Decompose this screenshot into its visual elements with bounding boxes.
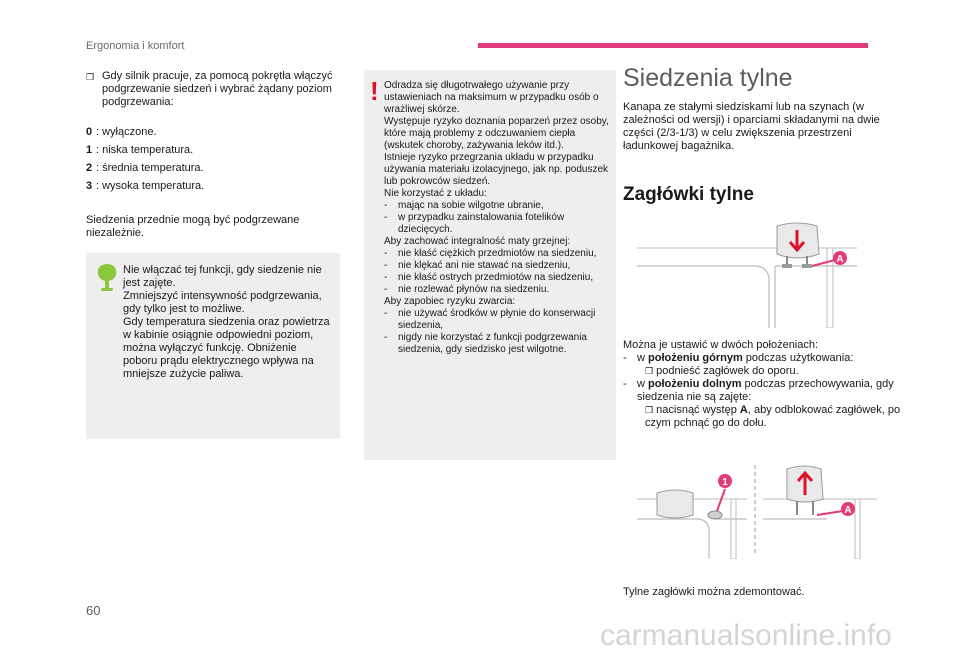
header-accent-bar — [478, 43, 868, 48]
level-item: 1 : niska temperatura. — [86, 144, 194, 156]
removable-headrests-note: Tylne zagłówki można zdemontować. — [623, 586, 805, 598]
list-item: - nie kłaść ostrych przedmiotów na siedzeniu, — [384, 272, 594, 283]
headrest-positions-text: Można je ustawić w dwóch położeniach: - w położeniu górnym podczas użytkowania: ❒ podnieść zagłówek do oporu. - w położeniu dolnym podczas przechowywania, gdy siedzenia nie są zajęte: ❒ nacisnąć występ A, aby odblokować zagłówek, po czym pchnąć go do dołu. — [623, 339, 908, 430]
warning-mid2: Aby zapobiec ryzyku zwarcia: — [384, 296, 516, 307]
label-a: A — [844, 505, 852, 516]
eco-tree-icon — [96, 263, 118, 293]
warning-mid: Aby zachować integralność maty grzejnej: — [384, 236, 571, 247]
instruction-bullet — [86, 70, 340, 109]
label-a: A — [836, 254, 844, 265]
levels-list — [86, 126, 340, 193]
instruction-text: Gdy silnik pracuje, za pomocą pokrętła włączyć podgrzewanie siedzeń i wybrać żądany poziom podgrzewania: — [102, 70, 333, 108]
section-title: Ergonomia i komfort — [86, 40, 185, 52]
list-item: - w położeniu dolnym podczas przechowywania, gdy siedzenia nie są zajęte: — [623, 378, 894, 403]
watermark: carmanualsonline.info — [600, 619, 892, 649]
level-item: 0 : wyłączone. — [86, 126, 157, 138]
headrest-figure-positions — [637, 459, 877, 559]
headrest-figure-release — [637, 218, 857, 328]
left-column — [86, 70, 340, 240]
warning-intro: Odradza się długotrwałego używanie przy ustawieniach na maksimum w przypadku osób o wrażliwej skórze. Występuje ryzyko doznania poparzeń przez osoby, które mają problemy z odczuwaniem ciepła (wskutek choroby, zażywania leków itd.). Istnieje ryzyko przegrzania układu w przypadku używania materiału izolacyjnego, jak np. poduszek lub pokrowców siedzeń. Nie korzystać z układu: — [384, 80, 609, 199]
label-1: 1 — [722, 477, 728, 488]
action-item: ❒ nacisnąć występ A, aby odblokować zagłówek, po czym pchnąć go do dołu. — [645, 404, 901, 429]
list-item: - mając na sobie wilgotne ubranie, — [384, 200, 544, 211]
list-item: - nigdy nie korzystać z funkcji podgrzewania siedzenia, gdy siedzisko jest wilgotne. — [384, 332, 587, 355]
independent-heating-note: Siedzenia przednie mogą być podgrzewane niezależnie. — [86, 214, 300, 239]
rear-seats-description: Kanapa ze stałymi siedziskami lub na szynach (w zależności od wersji) i oparciami składanymi na dwie części (2/3-1/3) w celu zwiększenia przestrzeni ładunkowej bagażnika. — [623, 101, 880, 152]
action-item: ❒ podnieść zagłówek do oporu. — [645, 365, 799, 377]
list-item: - w położeniu górnym podczas użytkowania: — [623, 352, 854, 364]
page-number: 60 — [86, 603, 101, 618]
level-item: 3 : wysoka temperatura. — [86, 180, 205, 192]
warning-icon: ! — [370, 76, 379, 106]
level-item: 2 : średnia temperatura. — [86, 162, 204, 174]
list-item: - w przypadku zainstalowania fotelików dziecięcych. — [384, 212, 565, 235]
rear-headrests-heading: Zagłówki tylne — [623, 184, 754, 205]
rear-seats-heading: Siedzenia tylne — [623, 64, 793, 92]
warning-box — [364, 70, 616, 460]
warning-text — [384, 80, 616, 356]
list-item: - nie rozlewać płynów na siedzeniu. — [384, 284, 550, 295]
eco-tip-text: Nie włączać tej funkcji, gdy siedzenie nie jest zajęte. Zmniejszyć intensywność podgrzewania, gdy tylko jest to możliwe. Gdy temperatura siedzenia oraz powietrza w kabinie osiągnie odpowiedni poziom, można wyłączyć funkcję. Obniżenie poboru prądu elektrycznego wpływa na mniejsze zużycie paliwa. — [123, 264, 330, 380]
bullet-icon: ❒ — [86, 72, 95, 82]
list-item: - nie kłaść ciężkich przedmiotów na siedzeniu, — [384, 248, 597, 259]
eco-tip-box — [86, 253, 340, 439]
list-item: - nie klękać ani nie stawać na siedzeniu, — [384, 260, 571, 271]
list-item: - nie używać środków w płynie do konserwacji siedzenia, — [384, 308, 596, 331]
